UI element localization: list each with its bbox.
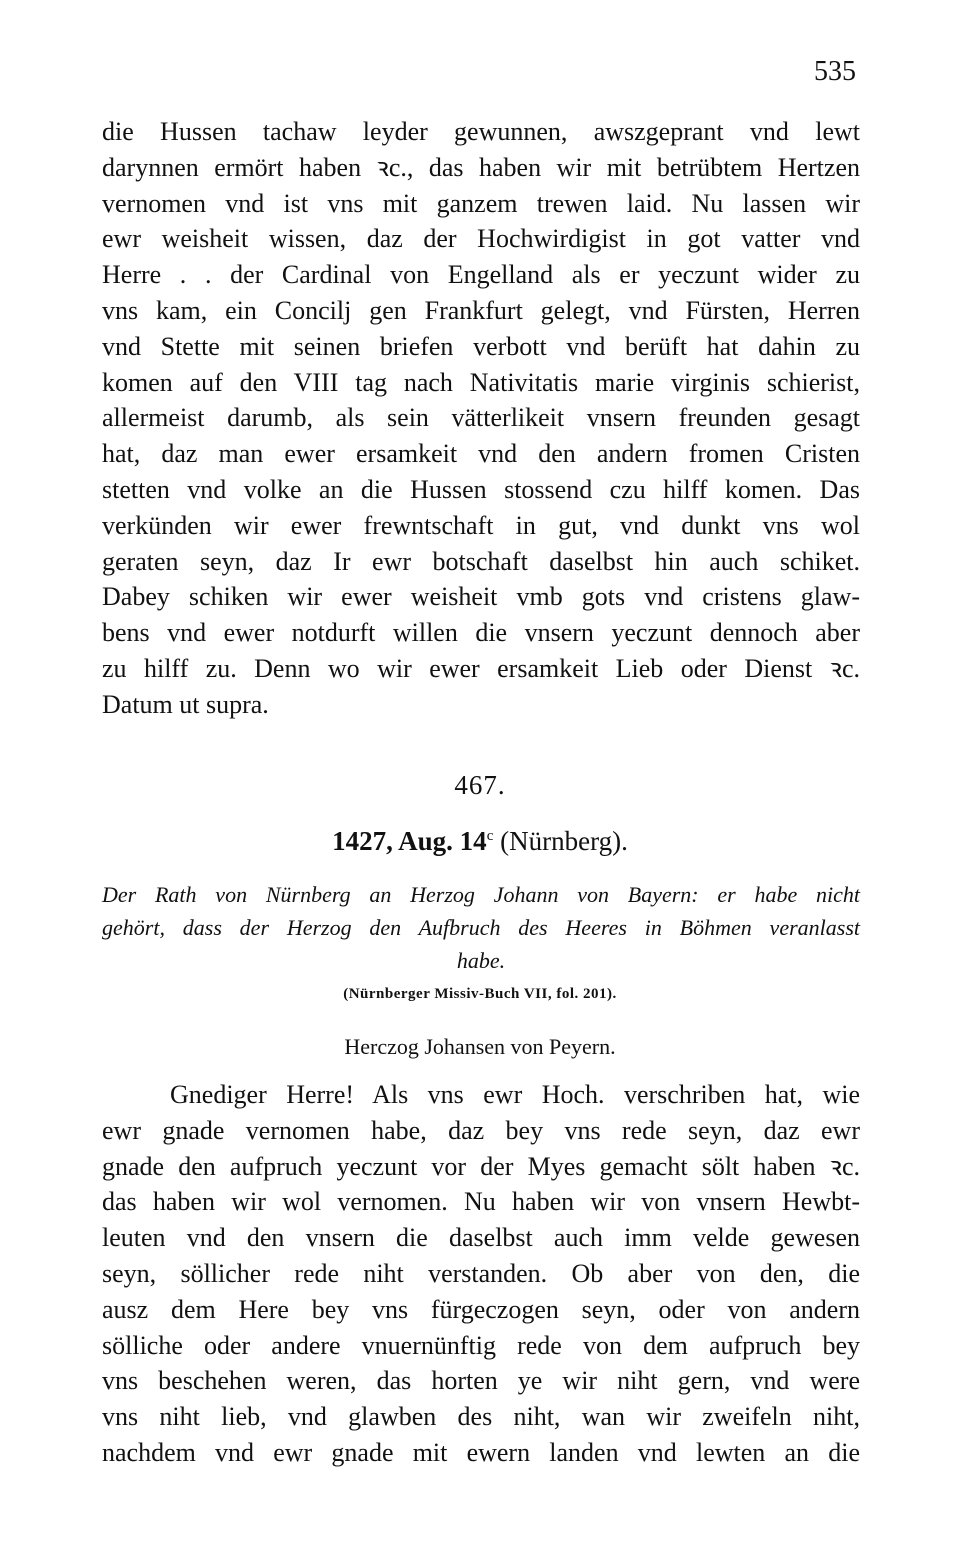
text-line: Dabey schiken wir ewer weisheit vmb gots vnd cristens glaw-	[102, 582, 860, 612]
text-line: Herre . . der Cardinal von Engelland als er yeczunt wider zu	[102, 260, 860, 290]
source-citation: (Nürnberger Missiv-Buch VII, fol. 201).	[343, 986, 617, 1002]
document-date: 1427, Aug. 14	[332, 826, 487, 856]
text-line: hat, daz man ewer ersamkeit vnd den andern fromen Cristen	[102, 439, 860, 469]
document-place: (Nürnberg).	[493, 826, 628, 856]
text-line: darynnen ermört haben ꝛc., das haben wir mit betrübtem Hertzen	[102, 152, 860, 182]
text-line: sölliche oder andere vnuernünftig rede von dem aufpruch bey	[102, 1330, 860, 1360]
document-number: 467.	[454, 770, 506, 800]
document-date-heading	[0, 826, 960, 857]
text-line: allermeist darumb, als sein vätterlikeit vnsern freunden gesagt	[102, 403, 860, 433]
page-number: 535	[814, 56, 856, 87]
top-paragraph	[102, 114, 860, 723]
text-line: komen auf den VIII tag nach Nativitatis marie virginis schierist,	[102, 367, 860, 397]
text-line: vns kam, ein Concilj gen Frankfurt gelegt, vnd Fürsten, Herren	[102, 295, 860, 325]
text-line: nachdem vnd ewr gnade mit ewern landen vnd lewten an die	[102, 1437, 860, 1467]
letter-address: Herczog Johansen von Peyern.	[344, 1034, 616, 1059]
text-line: das haben wir wol vernomen. Nu haben wir von vnsern Hewbt-	[102, 1187, 860, 1217]
text-line: ewr weisheit wissen, daz der Hochwirdigist in got vatter vnd	[102, 224, 860, 254]
text-line: ewr gnade vernomen habe, daz bey vns rede seyn, daz ewr	[102, 1115, 860, 1145]
text-line: vernomen vnd ist vns mit ganzem trewen laid. Nu lassen wir	[102, 188, 860, 218]
text-line: stetten vnd volke an die Hussen stossend czu hilff komen. Das	[102, 474, 860, 504]
text-line: vnd Stette mit seinen briefen verbott vnd berüft hat dahin zu	[102, 331, 860, 361]
text-line: zu hilff zu. Denn wo wir ewer ersamkeit Lieb oder Dienst ꝛc.	[102, 653, 860, 683]
text-line: ausz dem Here bey vns fürgeczogen seyn, oder von andern	[102, 1294, 860, 1324]
text-line: die Hussen tachaw leyder gewunnen, awszgeprant vnd lewt	[102, 117, 860, 146]
text-line: gnade den aufpruch yeczunt vor der Myes gemacht sölt haben ꝛc.	[102, 1151, 860, 1181]
date-superscript: c	[486, 828, 494, 844]
document-summary	[102, 878, 860, 977]
summary-line: Der Rath von Nürnberg an Herzog Johann von Bayern: er habe nicht	[102, 882, 860, 907]
text-line: vns beschehen weren, das horten ye wir niht gern, vnd were	[102, 1366, 860, 1396]
text-line: verkünden wir ewer frewntschaft in gut, vnd dunkt vns wol	[102, 510, 860, 540]
text-line: vns niht lieb, vnd glawben des niht, wan wir zweifeln niht,	[102, 1402, 860, 1432]
text-line: leuten vnd den vnsern die daselbst auch imm velde gewesen	[102, 1223, 860, 1253]
summary-line: gehört, dass der Herzog den Aufbruch des Heeres in Böhmen veranlasst	[102, 915, 860, 940]
letter-body	[102, 1077, 860, 1471]
text-line: Gnediger Herre! Als vns ewr Hoch. verschriben hat, wie	[170, 1080, 860, 1109]
summary-line: habe.	[456, 948, 506, 973]
text-line: seyn, söllicher rede niht verstanden. Ob aber von den, die	[102, 1258, 860, 1288]
text-line: bens vnd ewer notdurft willen die vnsern yeczunt dennoch aber	[102, 618, 860, 648]
text-line: Datum ut supra.	[102, 689, 269, 719]
text-line: geraten seyn, daz Ir ewr botschaft daselbst hin auch schiket.	[102, 546, 860, 576]
